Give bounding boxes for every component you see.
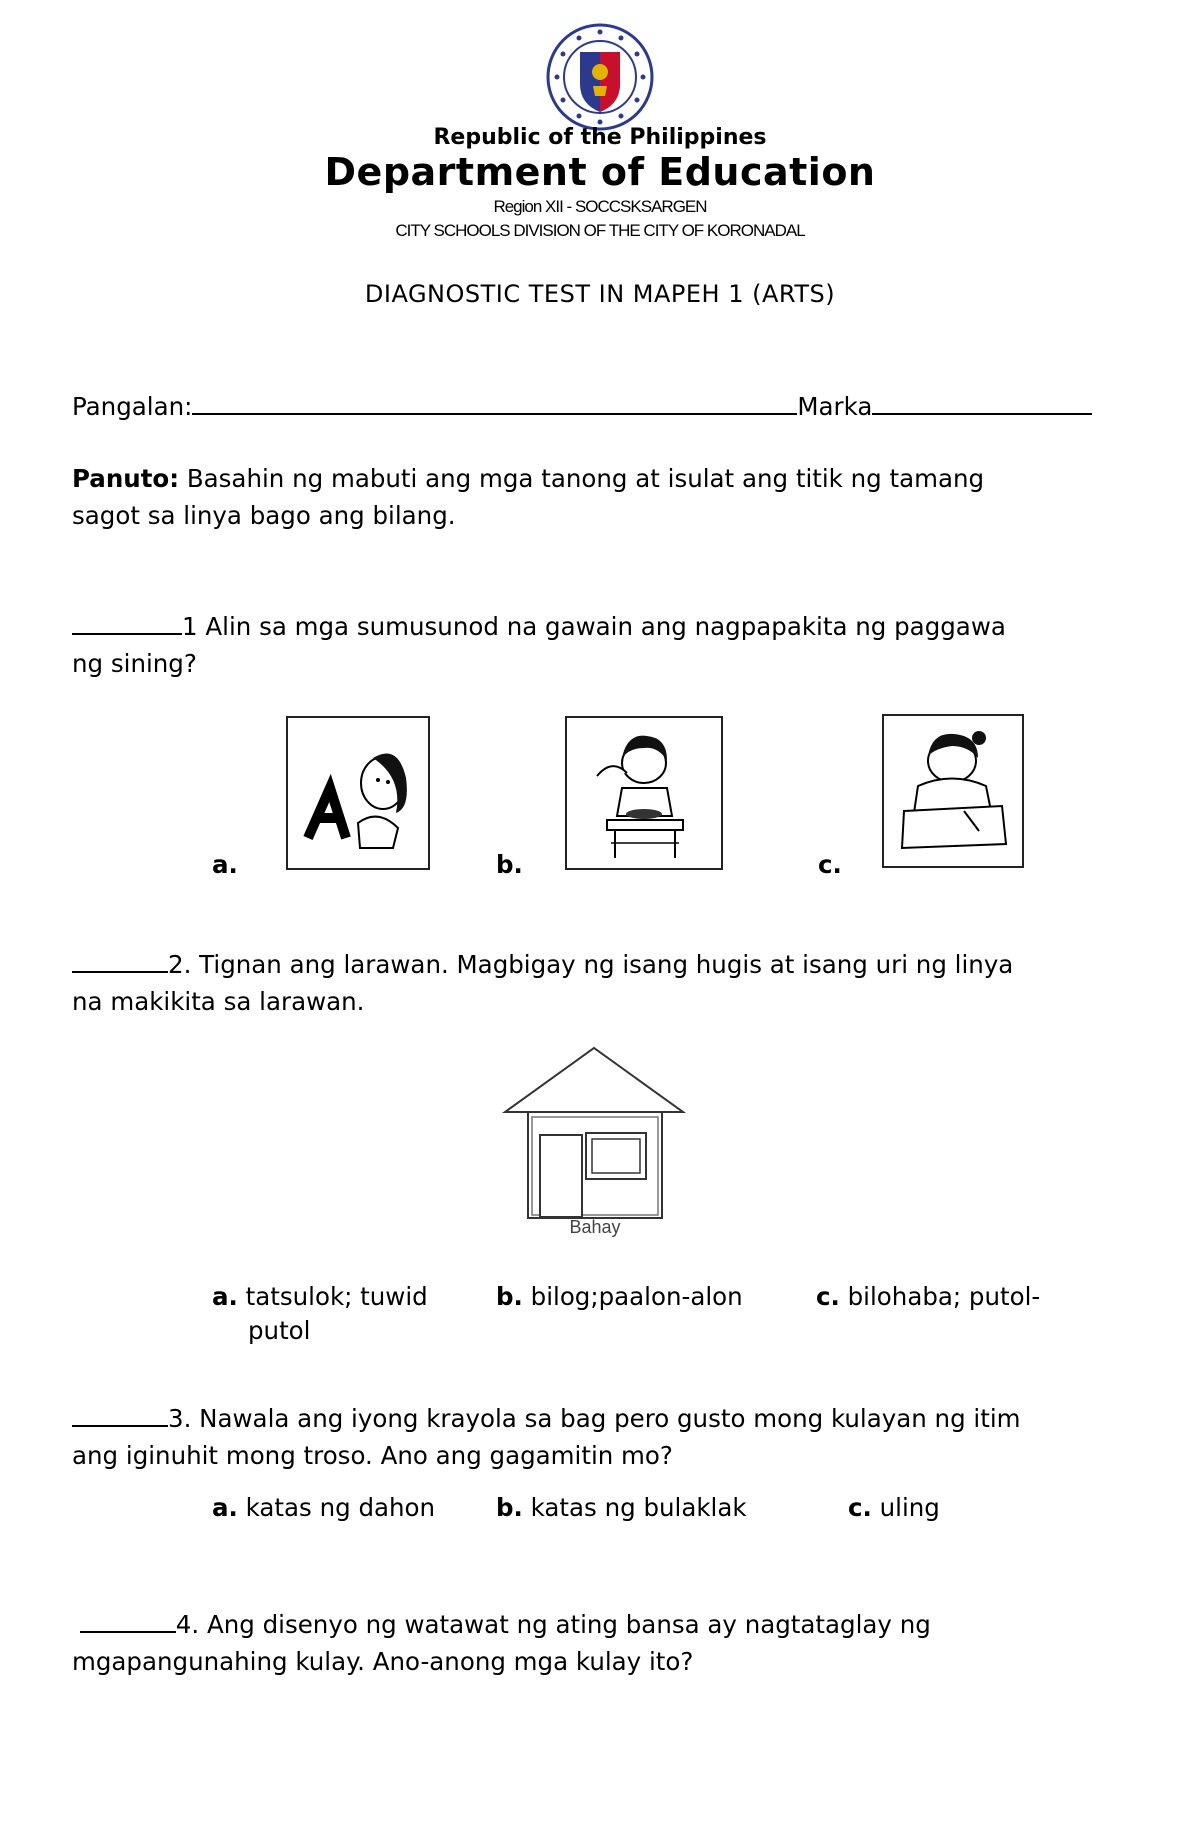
test-title: DIAGNOSTIC TEST IN MAPEH 1 (ARTS) xyxy=(364,280,836,308)
choice-letter: c. xyxy=(816,1282,840,1311)
choice-letter-c: c. xyxy=(818,850,842,879)
house-drawing-image xyxy=(500,1045,690,1245)
choice-letter: b. xyxy=(496,1282,523,1311)
child-eating-at-table-image[interactable] xyxy=(565,716,723,870)
answer-blank-1[interactable] xyxy=(72,613,182,635)
choice-a[interactable] xyxy=(212,1493,435,1522)
question-text: Nawala ang iyong krayola sa bag pero gusto mong kulayan ng itim xyxy=(191,1404,1021,1433)
score-field[interactable] xyxy=(872,393,1092,415)
name-label: Pangalan: xyxy=(72,392,193,421)
question-text: Ang disenyo ng watawat ng ating bansa ay nagtataglay ng xyxy=(199,1610,931,1639)
name-field[interactable] xyxy=(192,393,797,415)
question-text: Tignan ang larawan. Magbigay ng isang hugis at isang uri ng linya xyxy=(191,950,1014,979)
child-drawing-on-paper-image[interactable] xyxy=(882,714,1024,868)
question-2 xyxy=(72,946,1162,1020)
choice-text-line2: putol xyxy=(248,1316,311,1345)
division-heading: CITY SCHOOLS DIVISION OF THE CITY OF KORONADAL xyxy=(395,221,805,240)
choice-text: uling xyxy=(871,1493,940,1522)
republic-heading: Republic of the Philippines xyxy=(433,125,767,150)
choice-c[interactable] xyxy=(816,1280,1040,1314)
question-number: 1 xyxy=(182,612,198,641)
choice-text: bilohaba; putol- xyxy=(839,1282,1041,1311)
choice-letter-b: b. xyxy=(496,850,523,879)
question-text-line2: na makikita sa larawan. xyxy=(72,987,365,1016)
choice-b[interactable] xyxy=(496,1493,747,1522)
question-text-line2: ang iginuhit mong troso. Ano ang gagamitin mo? xyxy=(72,1441,673,1470)
question-number: 4. xyxy=(175,1610,200,1639)
choice-text: katas ng bulaklak xyxy=(522,1493,747,1522)
question-number: 2. xyxy=(168,950,192,979)
instructions-text: Basahin ng mabuti ang mga tanong at isulat ang titik ng tamang xyxy=(179,464,985,493)
choice-text: tatsulok; tuwid xyxy=(237,1282,428,1311)
answer-blank-4[interactable] xyxy=(80,1611,176,1633)
question-text-line2: mgapangunahing kulay. Ano-anong mga kulay ito? xyxy=(72,1647,694,1676)
score-label: Marka xyxy=(797,392,873,421)
choice-letter: b. xyxy=(496,1493,523,1522)
answer-blank-2[interactable] xyxy=(72,951,168,973)
child-lying-with-letter-a-image[interactable] xyxy=(286,716,430,870)
choice-c[interactable] xyxy=(848,1493,940,1522)
choice-text: katas ng dahon xyxy=(237,1493,436,1522)
choice-letter: a. xyxy=(212,1282,238,1311)
choice-b[interactable] xyxy=(496,1280,743,1314)
choice-letter: a. xyxy=(212,1493,238,1522)
question-1 xyxy=(72,608,1152,682)
question-text: Alin sa mga sumusunod na gawain ang nagpapakita ng paggawa xyxy=(197,612,1006,641)
student-info-row xyxy=(72,388,1152,425)
question-text-line2: ng sining? xyxy=(72,649,197,678)
question-number: 3. xyxy=(168,1404,192,1433)
instructions-label: Panuto: xyxy=(72,464,180,493)
choice-letter-a: a. xyxy=(212,850,238,879)
choice-a[interactable] xyxy=(212,1280,428,1348)
question-3 xyxy=(72,1400,1172,1474)
house-caption: Bahay xyxy=(569,1217,621,1237)
region-heading: Region XII - SOCCSKSARGEN xyxy=(493,197,707,216)
department-heading: Department of Education xyxy=(324,150,876,194)
deped-seal-logo xyxy=(545,22,655,132)
instructions xyxy=(72,460,1152,534)
choice-text: bilog;paalon-alon xyxy=(522,1282,743,1311)
choice-letter: c. xyxy=(848,1493,872,1522)
answer-blank-3[interactable] xyxy=(72,1405,168,1427)
instructions-text-line2: sagot sa linya bago ang bilang. xyxy=(72,501,456,530)
question-4 xyxy=(72,1606,1162,1680)
